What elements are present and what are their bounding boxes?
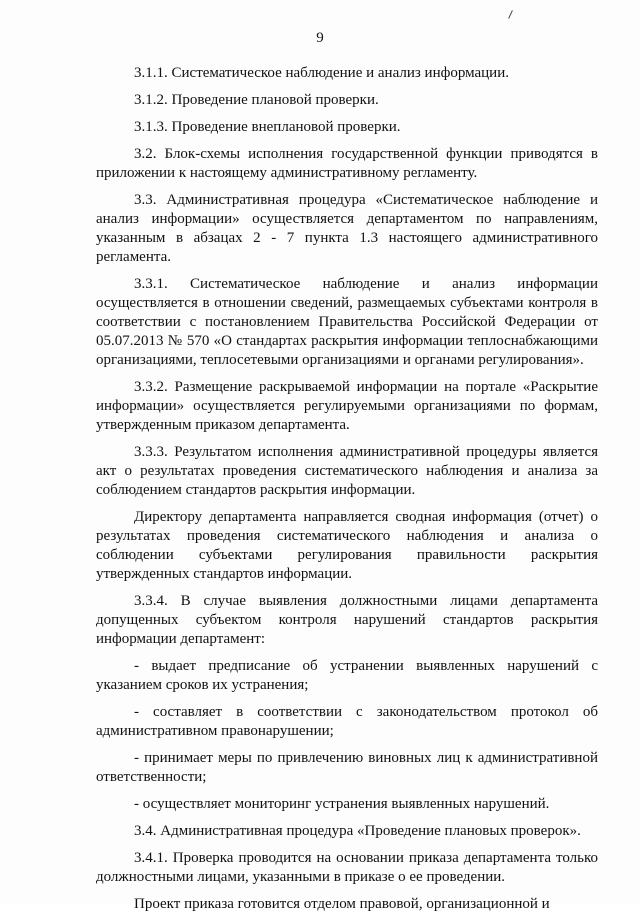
document-body (96, 64, 598, 922)
paragraph-order-draft: Проект приказа готовится отделом правовой, организационной и (134, 896, 550, 912)
paragraph-3-3: 3.3. Административная процедура «Систематическое наблюдение и анализ информации» осуществляется департаментом по направлениям, указанным в абзацах 2 - 7 пункта 1.3 настоящего административного регламента. (96, 192, 598, 265)
list-item-monitoring: - осуществляет мониторинг устранения выявленных нарушений. (134, 796, 550, 812)
paragraph-3-1-3: 3.1.3. Проведение внеплановой проверки. (134, 119, 401, 135)
paragraph-3-3-3: 3.3.3. Результатом исполнения административной процедуры является акт о результатах проведения систематического наблюдения и анализа за соблюдением стандартов раскрытия информации. (96, 444, 598, 498)
paragraph-3-1-1: 3.1.1. Систематическое наблюдение и анализ информации. (134, 65, 509, 81)
list-item-liability: - принимает меры по привлечению виновных лиц к административной ответственности; (96, 750, 598, 785)
list-item-prescription: - выдает предписание об устранении выявленных нарушений с указанием сроков их устранения; (96, 658, 598, 693)
paragraph-3-2: 3.2. Блок-схемы исполнения государственной функции приводятся в приложении к настоящему административному регламенту. (96, 146, 598, 181)
paragraph-3-3-2: 3.3.2. Размещение раскрываемой информации на портале «Раскрытие информации» осуществляется регулируемыми организациями по формам, утвержденным приказом департамента. (96, 379, 598, 433)
paragraph-3-4-1: 3.4.1. Проверка проводится на основании приказа департамента только должностными лицами, указанными в приказе о ее проведении. (96, 850, 598, 885)
paragraph-3-1-2: 3.1.2. Проведение плановой проверки. (134, 92, 379, 108)
paragraph-3-3-1: 3.3.1. Систематическое наблюдение и анализ информации осуществляется в отношении сведений, размещаемых субъектами контроля в соответствии с постановлением Правительства Российской Федерации от 05.07.2013 № 570 «О стандартах раскрытия информации теплоснабжающими организациями, теплосетевыми организациями и органами регулирования». (96, 276, 598, 368)
paragraph-3-4: 3.4. Административная процедура «Проведение плановых проверок». (134, 823, 581, 839)
paragraph-director-report: Директору департамента направляется сводная информация (отчет) о результатах проведения систематического наблюдения и анализа о соблюдении субъектами регулирования правильности раскрытия утвержденных стандартов информации. (96, 509, 598, 582)
page-number: 9 (316, 30, 324, 46)
list-item-protocol: - составляет в соответствии с законодательством протокол об административном правонарушении; (96, 704, 598, 739)
paragraph-3-3-4: 3.3.4. В случае выявления должностными лицами департамента допущенных субъектом контроля нарушений стандартов раскрытия информации департамент: (96, 593, 598, 647)
scan-mark (508, 10, 513, 19)
